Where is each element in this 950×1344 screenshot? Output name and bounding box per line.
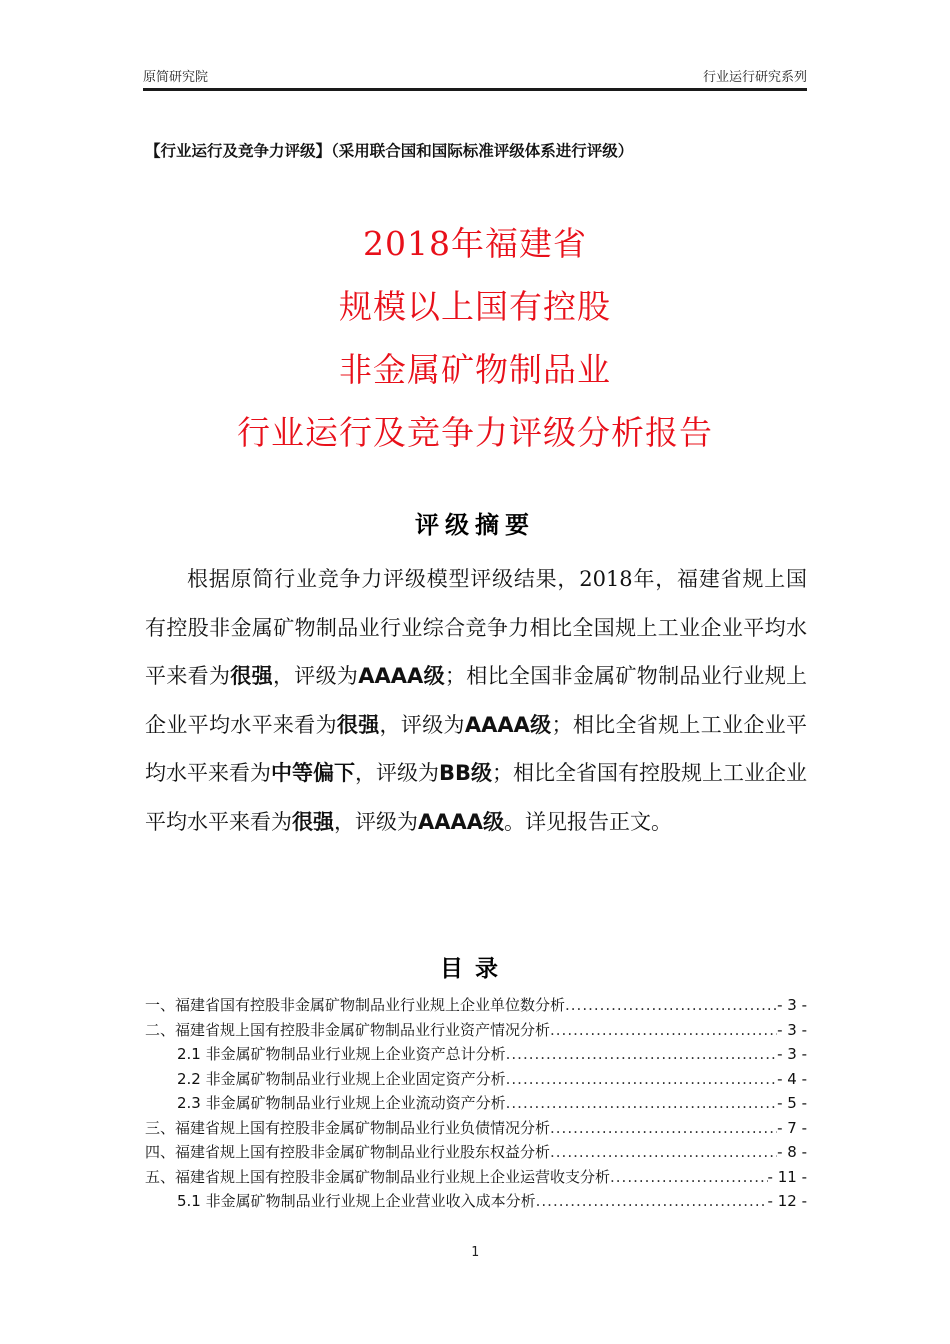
toc-entry-page[interactable]: - 5 - [777,1094,807,1112]
title-line-1: 2018年福建省 [363,224,587,263]
toc-leader-dots [565,993,777,1018]
rating-grade: BB级 [439,761,493,785]
header-org-name: 原简研究院 [143,70,209,85]
toc-subentry[interactable] [145,1091,807,1116]
summary-text: ；相比全省国有控股规上工业企业平均水平来看为 [145,761,808,834]
summary-text: ，评级为 [272,664,359,688]
toc-entry-label[interactable]: 三、福建省规上国有控股非金属矿物制品业行业负债情况分析 [145,1118,551,1137]
toc-subentry[interactable] [145,1189,807,1214]
toc-entry-label[interactable]: 2.3 非金属矿物制品业行业规上企业流动资产分析 [177,1094,506,1112]
toc-leader-dots [550,1018,777,1043]
toc-leader-dots [506,1091,777,1116]
toc-leader-dots [550,1116,777,1141]
toc-entry-label[interactable]: 2.2 非金属矿物制品业行业规上企业固定资产分析 [177,1069,506,1088]
rating-note: 【行业运行及竞争力评级】（采用联合国和国际标准评级体系进行评级） [145,142,634,160]
toc-leader-dots [550,1140,777,1165]
title-line-2: 规模以上国有控股 [339,287,611,326]
toc-entry-label[interactable]: 5.1 非金属矿物制品业行业规上企业营业收入成本分析 [177,1192,536,1210]
summary-text: ，评级为 [355,761,439,785]
toc-entry-page[interactable]: - 4 - [777,1069,807,1088]
rating-strength: 很强 [230,664,273,688]
toc-leader-dots [536,1189,768,1214]
toc-entry[interactable] [145,1018,807,1043]
toc-entry-label[interactable]: 一、福建省国有控股非金属矿物制品业行业规上企业单位数分析 [145,996,566,1014]
toc-entry[interactable] [145,1140,807,1165]
toc-entry-page[interactable]: - 11 - [767,1167,807,1186]
toc-leader-dots [610,1165,768,1190]
rating-strength: 很强 [336,712,380,737]
toc-heading: 目录 [440,956,510,982]
toc-entry-label[interactable]: 2.1 非金属矿物制品业行业规上企业资产总计分析 [177,1045,506,1063]
toc-entry[interactable] [145,1116,807,1141]
toc-entry[interactable] [145,1165,807,1190]
toc-entry-page[interactable]: - 3 - [777,1020,807,1039]
header-divider [143,88,807,91]
toc-entry-page[interactable]: - 3 - [777,1045,807,1063]
toc-entry-page[interactable]: - 7 - [777,1118,807,1137]
rating-strength: 很强 [292,809,334,834]
report-title [0,212,950,464]
toc-entry-page[interactable]: - 12 - [767,1192,807,1210]
rating-strength: 中等偏下 [271,761,355,785]
toc-subentry[interactable] [145,1042,807,1067]
toc-entry-label[interactable]: 五、福建省规上国有控股非金属矿物制品业行业规上企业运营收支分析 [145,1167,611,1186]
toc-subentry[interactable] [145,1067,807,1092]
summary-text: ，评级为 [334,809,418,834]
summary-text: 根据原简行业竞争力评级模型评级结果，2018年，福建省规上国有控股非金属矿物制品业行业综合竞争力相比全国规上工业企业平均水平来看为 [145,567,807,688]
title-line-3: 非金属矿物制品业 [339,350,611,389]
rating-grade: AAAA级 [464,712,552,737]
summary-heading: 评级摘要 [415,511,535,539]
table-of-contents [145,993,807,1214]
summary-paragraph [145,555,807,846]
page-number: 1 [471,1245,479,1260]
toc-leader-dots [506,1067,777,1092]
summary-text: ；相比全省规上工业企业平均水平来看为 [145,712,808,785]
header-series-name: 行业运行研究系列 [702,70,807,85]
toc-entry-page[interactable]: - 3 - [777,996,807,1014]
toc-entry[interactable] [145,993,807,1018]
summary-text: ；相比全国非金属矿物制品业行业规上企业平均水平来看为 [145,664,808,737]
toc-entry-label[interactable]: 二、福建省规上国有控股非金属矿物制品业行业资产情况分析 [145,1020,551,1039]
title-line-4: 行业运行及竞争力评级分析报告 [237,413,713,452]
toc-leader-dots [506,1042,777,1067]
rating-grade: AAAA级 [358,664,445,688]
rating-grade: AAAA级 [418,809,505,834]
toc-entry-page[interactable]: - 8 - [777,1143,807,1161]
summary-text: ，评级为 [379,712,465,737]
page-header [143,66,807,90]
toc-entry-label[interactable]: 四、福建省规上国有控股非金属矿物制品业行业股东权益分析 [145,1143,551,1161]
summary-text: 。详见报告正文。 [504,809,673,834]
summary-body [145,555,807,846]
